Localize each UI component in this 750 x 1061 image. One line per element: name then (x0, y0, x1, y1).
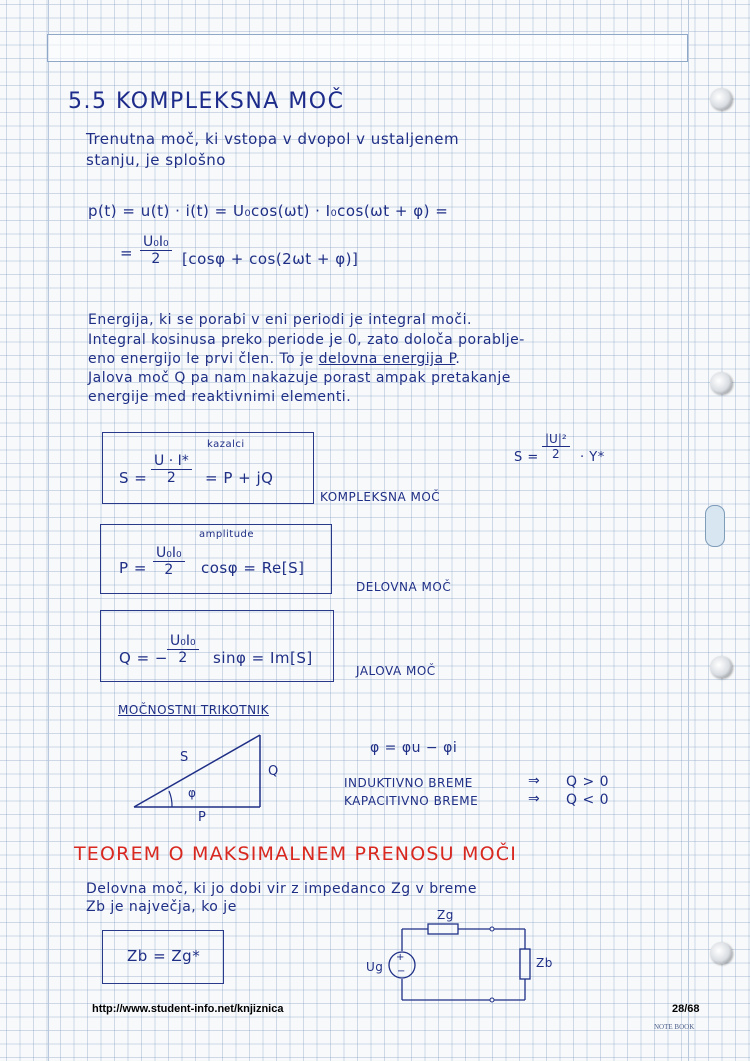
active-power-rhs: cosφ = Re[S] (201, 559, 305, 577)
power-triangle-heading: MOČNOSTNI TRIKOTNIK (118, 703, 269, 717)
zg-impedance (428, 924, 458, 934)
active-power-lhs: P = (119, 559, 147, 577)
margin-line-left (48, 0, 49, 1061)
section-title: 5.5 KOMPLEKSNA MOČ (68, 89, 345, 114)
complex-power-fraction (151, 453, 192, 486)
intro-line-1: Trenutna moč, ki vstopa v dvopol v ustaljenem (86, 130, 460, 148)
capacitive-load-label: KAPACITIVNO BREME (344, 794, 479, 808)
energy-line-5: energije med reaktivnimi elementi. (88, 389, 352, 405)
fraction-numerator: U₀I₀ (153, 545, 185, 562)
binder-hole (710, 942, 732, 964)
intro-line-2: stanju, je splošno (86, 151, 226, 169)
inductive-condition: Q > 0 (566, 774, 610, 790)
phase-equation: φ = φu − φi (370, 740, 458, 756)
energy-line-3-pre: eno energijo le prvi člen. To je (88, 351, 314, 367)
source-minus-sign: − (397, 966, 406, 977)
angle-arc (169, 791, 172, 807)
reactive-power-label: JALOVA MOČ (356, 664, 436, 678)
reactive-power-lhs: Q = − (119, 649, 168, 667)
binder-hole (710, 88, 732, 110)
capacitive-condition: Q < 0 (566, 792, 610, 808)
fraction-numerator: U · I* (151, 453, 192, 470)
triangle-side-s (134, 735, 260, 807)
binder-hole (710, 372, 732, 394)
reactive-power-fraction (167, 633, 199, 666)
footer-url[interactable]: http://www.student-info.net/knjiznica (92, 1003, 284, 1015)
source-plus-sign: + (396, 952, 405, 963)
energy-line-4: Jalova moč Q pa nam nakazuje porast ampak pretakanje (88, 370, 511, 386)
power-fraction (140, 234, 172, 267)
reactive-power-rhs: sinφ = Im[S] (213, 649, 313, 667)
page-number: 28/68 (672, 1003, 700, 1015)
inductive-load-label: INDUKTIVNO BREME (344, 776, 473, 790)
power-equation-bracket: [cosφ + cos(2ωt + φ)] (182, 250, 359, 268)
complex-power-label: KOMPLEKSNA MOČ (320, 490, 441, 504)
triangle-label-q: Q (268, 764, 279, 779)
fraction-numerator: U₀I₀ (167, 633, 199, 650)
active-power-fraction (153, 545, 185, 578)
margin-stamp (705, 505, 725, 547)
inductive-arrow: ⇒ (528, 773, 541, 789)
energy-line-2: Integral kosinusa preko periode je 0, zato določa porablje- (88, 332, 525, 348)
reactive-power-box (100, 610, 334, 682)
theorem-title: TEOREM O MAKSIMALNEM PRENOSU MOČI (74, 843, 517, 865)
active-power-label: DELOVNA MOČ (356, 580, 452, 594)
side-formula-lhs: S = (514, 450, 539, 465)
binder-hole (710, 656, 732, 678)
margin-line-right (688, 0, 689, 1061)
matching-condition-box (102, 930, 224, 984)
active-energy-term: delovna energija P (318, 351, 456, 367)
capacitive-arrow: ⇒ (528, 791, 541, 807)
side-formula-rhs: · Y* (580, 450, 605, 465)
amplitude-note: amplitude (199, 529, 255, 540)
triangle-label-phi: φ (188, 786, 197, 800)
zb-impedance (520, 949, 530, 979)
fraction-numerator: U₀I₀ (140, 234, 172, 251)
energy-line-1: Energija, ki se porabi v eni periodi je integral moči. (88, 312, 472, 328)
fraction-denominator: 2 (552, 447, 560, 461)
fraction-denominator: 2 (164, 562, 174, 578)
theorem-line-1: Delovna moč, ki jo dobi vir z impedanco Zg v breme (86, 881, 477, 897)
active-power-box (100, 524, 332, 594)
fraction-denominator: 2 (178, 650, 188, 666)
zb-label: Zb (536, 956, 553, 970)
ug-label: Ug (366, 960, 384, 974)
energy-line-3-post: . (455, 351, 461, 367)
fraction-numerator: |U|² (542, 432, 570, 447)
triangle-label-p: P (198, 810, 207, 825)
equals-sign: = (120, 244, 134, 262)
terminal-node (490, 927, 494, 931)
header-box (47, 34, 688, 62)
power-equation-line-1: p(t) = u(t) · i(t) = U₀cos(ωt) · I₀cos(ωt + φ) = (88, 202, 449, 220)
complex-power-box (102, 432, 314, 504)
side-formula-fraction (542, 432, 570, 461)
matching-condition: Zb = Zg* (127, 947, 201, 965)
fraction-denominator: 2 (166, 470, 176, 486)
theorem-line-2: Zb je največja, ko je (86, 899, 237, 915)
zg-label: Zg (437, 908, 454, 922)
complex-power-lhs: S = (119, 469, 148, 487)
fraction-denominator: 2 (151, 251, 161, 267)
triangle-label-s: S (180, 750, 189, 765)
terminal-node (490, 998, 494, 1002)
notebook-brand: NOTE BOOK (654, 1023, 695, 1031)
complex-power-rhs: = P + jQ (205, 469, 274, 487)
phasor-note: kazalci (207, 439, 245, 450)
energy-line-3 (88, 351, 460, 367)
